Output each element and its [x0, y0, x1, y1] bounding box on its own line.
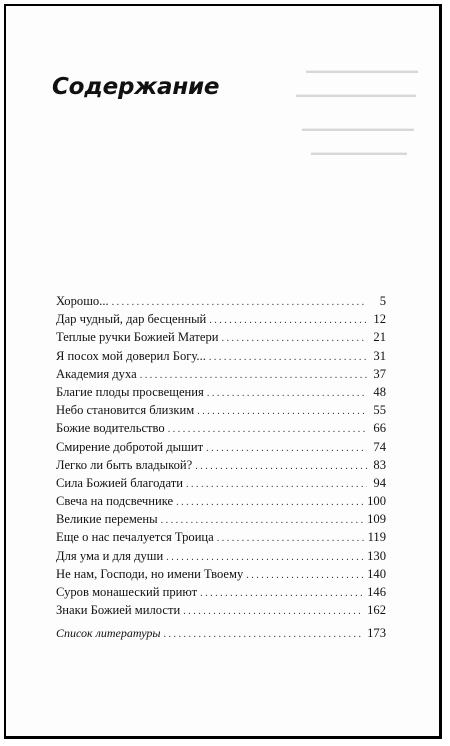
toc-entry-page: 130	[367, 548, 386, 563]
dot-leader	[246, 567, 364, 585]
toc-entry-title: Суров монашеский приют	[56, 585, 198, 599]
toc-entry-page: 83	[373, 457, 386, 472]
toc-entry-page: 12	[373, 312, 386, 327]
toc-entry[interactable]	[56, 383, 386, 401]
dot-leader	[222, 330, 367, 348]
dot-leader	[207, 385, 367, 403]
toc-entry-title: Дар чудный, дар бесценный	[56, 312, 207, 327]
dot-leader	[206, 440, 367, 458]
toc-entry[interactable]	[56, 510, 386, 528]
toc-entry[interactable]	[56, 547, 386, 565]
toc-entry-title: Не нам, Господи, но имени Твоему	[56, 566, 244, 581]
toc-entry-page: 5	[379, 294, 386, 308]
page-title: Содержание	[52, 74, 220, 100]
toc-entry-page: 146	[367, 585, 386, 599]
toc-entry[interactable]	[56, 601, 386, 619]
toc-entry-title: Для ума и для души	[56, 548, 164, 563]
toc-entry-title: Академия духа	[56, 366, 137, 381]
toc-entry-page: 55	[373, 403, 386, 418]
toc-entry-title: Смирение добротой дышит	[56, 439, 204, 454]
toc-entry-page: 173	[367, 626, 386, 641]
table-of-contents	[56, 292, 386, 643]
toc-entry-page: 140	[367, 566, 386, 581]
toc-entry[interactable]	[56, 365, 386, 383]
dot-leader	[209, 312, 367, 330]
toc-entry-bibliography[interactable]	[56, 624, 386, 642]
toc-entry-page: 21	[373, 330, 386, 345]
toc-entry-page: 74	[373, 439, 386, 454]
toc-entry[interactable]	[56, 419, 386, 437]
toc-entry-page: 66	[373, 421, 386, 436]
bleed-through-mark: ▬▬▬▬▬▬▬▬▬▬▬▬▬▬	[302, 124, 414, 133]
dot-leader	[217, 530, 365, 548]
toc-entry-page: 94	[373, 475, 386, 490]
dot-leader	[209, 349, 367, 367]
toc-entry-page: 119	[367, 530, 386, 545]
toc-entry-title: Теплые ручки Божией Матери	[56, 330, 219, 345]
toc-entry-title: Свеча на подсвечнике	[56, 494, 174, 509]
toc-entry-title: Божие водительство	[56, 421, 165, 436]
toc-entry-title: Еще о нас печалуется Троица	[56, 530, 214, 545]
bleed-through-mark: ▬▬▬▬▬▬▬▬▬▬▬▬▬▬▬	[296, 90, 416, 99]
toc-entry[interactable]	[56, 347, 386, 365]
toc-entry-title: Я посох мой доверил Богу...	[56, 348, 206, 363]
toc-entry-title: Хорошо...	[56, 294, 109, 308]
book-page	[4, 4, 442, 739]
toc-entry[interactable]	[56, 456, 386, 474]
dot-leader	[200, 585, 364, 603]
toc-entry-page: 162	[367, 603, 386, 618]
toc-entry[interactable]	[56, 292, 386, 310]
toc-entry[interactable]	[56, 492, 386, 510]
toc-entry[interactable]	[56, 438, 386, 456]
toc-entry-page: 48	[373, 384, 386, 399]
bleed-through-mark: ▬▬▬▬▬▬▬▬▬▬▬▬	[311, 148, 407, 157]
toc-entry-title: Список литературы	[56, 626, 161, 641]
toc-entry-page: 109	[367, 512, 386, 527]
dot-leader	[176, 494, 364, 512]
toc-entry-title: Благие плоды просвещения	[56, 384, 204, 399]
toc-entry-title: Великие перемены	[56, 512, 158, 527]
dot-leader	[164, 626, 365, 644]
dot-leader	[195, 458, 367, 476]
toc-entry[interactable]	[56, 528, 386, 546]
toc-entry[interactable]	[56, 328, 386, 346]
bleed-through-mark: ▬▬▬▬▬▬▬▬▬▬▬▬▬▬	[306, 66, 418, 75]
toc-entry[interactable]	[56, 474, 386, 492]
toc-entry-title: Небо становится близким	[56, 403, 195, 418]
dot-leader	[197, 403, 367, 421]
dot-leader	[186, 476, 367, 494]
dot-leader	[183, 603, 364, 621]
toc-entry-title: Знаки Божией милости	[56, 603, 181, 618]
toc-entry-page: 31	[373, 348, 386, 363]
toc-entry-title: Легко ли быть владыкой?	[56, 457, 193, 472]
toc-entry-page: 37	[373, 366, 386, 381]
toc-entry[interactable]	[56, 310, 386, 328]
toc-entry-title: Сила Божией благодати	[56, 475, 183, 490]
toc-entry[interactable]	[56, 401, 386, 419]
toc-entry[interactable]	[56, 565, 386, 583]
toc-entry-page: 100	[367, 494, 386, 509]
toc-entry[interactable]	[56, 583, 386, 601]
